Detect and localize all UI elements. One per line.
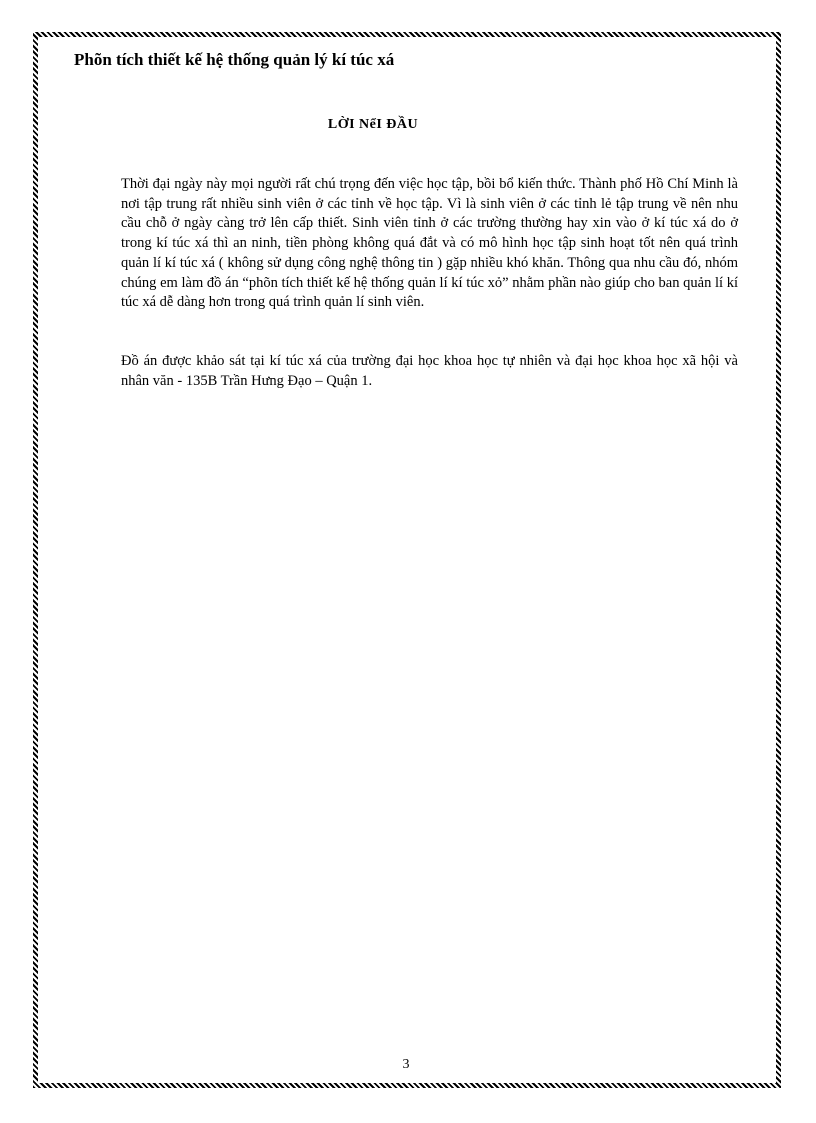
- section-heading: LỜI NểI ĐẦU: [327, 117, 419, 132]
- document-header-title: Phõn tích thiết kế hệ thống quản lý kí túc xá: [74, 50, 395, 69]
- paragraph-survey-location: Đồ án được khảo sát tại kí túc xá của trường đại học khoa học tự nhiên và đại học khoa học xã hội và nhân văn - 135B Trần Hưng Đạo – Quận 1.: [121, 353, 738, 389]
- page-number: 3: [402, 1057, 410, 1072]
- paragraph-introduction: Thời đại ngày này mọi người rất chú trọng đến việc học tập, bồi bổ kiến thức. Thành phố Hồ Chí Minh là nơi tập trung rất nhiều sinh viên ở các tỉnh về học tập. Vì là sinh viên ở các tỉnh lẻ tập trung về nên nhu cầu chỗ ở ngày càng trở lên cấp thiết. Sinh viên tỉnh ở các trường thường hay xin vào ở kí túc xá do ở trong kí túc xá thì an ninh, tiền phòng không quá đắt và có mô hình học tập sinh hoạt tốt nên quá trình quản lí kí túc xá ( không sử dụng công nghệ thông tin ) gặp nhiều khó khăn. Thông qua nhu cầu đó, nhóm chúng em làm đồ án “phõn tích thiết kế hệ thống quản lí kí túc xỏ” nhằm phần nào giúp cho ban quản lí kí túc xá dễ dàng hơn trong quá trình quản lí sinh viên.: [121, 176, 738, 311]
